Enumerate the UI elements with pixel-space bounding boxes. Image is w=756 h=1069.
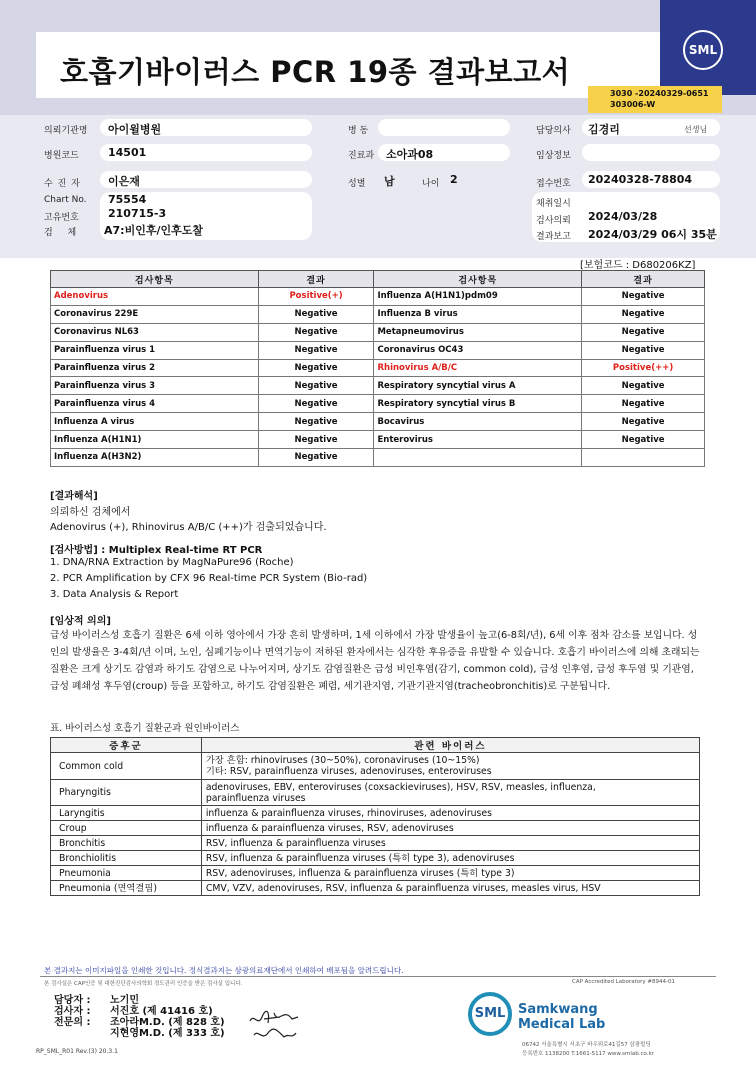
table-row: [51, 836, 700, 851]
department-value: 소아과08: [386, 148, 434, 161]
tester-value: 서진호 (제 41416 호): [110, 1006, 213, 1017]
age-value: 2: [450, 173, 458, 186]
ward-field: [378, 119, 510, 136]
test-result: Negative: [582, 431, 705, 449]
interpretation-line-1: 의뢰하신 검체에서: [50, 507, 131, 518]
header-syndrome: 증후군: [51, 738, 202, 753]
table-row: [51, 341, 705, 359]
virus-line: CMV, VZV, adenoviruses, RSV, influenza & parainfluenza viruses, measles virus, HSV: [201, 881, 699, 896]
certification-note: 본 검사실은 CAP인증 및 대한진단검사의학회 정도관리 인증을 받은 검사실 입니다.: [44, 981, 243, 987]
report-value: 2024/03/29 06시 35분: [588, 228, 717, 241]
test-name: Metapneumovirus: [374, 323, 582, 341]
table-row: [51, 753, 700, 780]
syndrome-name: Pneumonia (면역결핍): [51, 881, 202, 896]
department-label: 진료과: [348, 151, 375, 161]
hospital-code-label: 병원코드: [44, 151, 79, 161]
receipt-value: 20240328-78804: [588, 173, 693, 186]
syndrome-name: Pneumonia: [51, 866, 202, 881]
chart-label: Chart No.: [44, 195, 87, 205]
patient-name-label: 수 진 자: [44, 179, 81, 189]
table-row: [51, 288, 705, 306]
lab-contact: 등록번호 1138200 T.1661-5117 www.smlab.co.kr: [522, 1051, 655, 1057]
doctor-label: 담당의사: [536, 126, 571, 136]
insurance-code: [보험코드 : D680206KZ]: [580, 260, 696, 271]
test-result: Negative: [258, 377, 374, 395]
test-result: Negative: [258, 341, 374, 359]
test-result: [582, 449, 705, 467]
lab-name-line-1: Samkwang: [518, 1002, 598, 1017]
test-name: Respiratory syncytial virus B: [374, 395, 582, 413]
header-viruses: 관련 바이러스: [201, 738, 699, 753]
specialist-value-2: 지현영M.D. (제 333 호): [110, 1028, 225, 1039]
test-name: Influenza B virus: [374, 305, 582, 323]
header-result-1: 결과: [258, 271, 374, 288]
signature-image: [244, 1003, 304, 1043]
sex-label: 성별: [348, 179, 366, 189]
collect-label: 채취일시: [536, 199, 571, 209]
syndrome-name: Croup: [51, 821, 202, 836]
chart-value: 75554: [108, 193, 147, 206]
hospital-label: 의뢰기관명: [44, 126, 88, 136]
virus-line: RSV, adenoviruses, influenza & parainfluenza viruses (특히 type 3): [201, 866, 699, 881]
test-result: Negative: [582, 323, 705, 341]
hospital-value: 아이윌병원: [108, 123, 162, 136]
test-result: Negative: [258, 431, 374, 449]
virus-line: adenoviruses, EBV, enteroviruses (coxsackieviruses), HSV, RSV, measles, influenza,: [205, 781, 596, 793]
virus-line: influenza & parainfluenza viruses, RSV, adenoviruses: [201, 821, 699, 836]
test-name: Coronavirus NL63: [51, 323, 259, 341]
staff-label: 담당자 :: [54, 995, 91, 1006]
table-row: [51, 881, 700, 896]
test-result: Negative: [582, 413, 705, 431]
syndrome-name: Common cold: [51, 753, 202, 780]
test-name: [374, 449, 582, 467]
test-name: Parainfluenza virus 3: [51, 377, 259, 395]
disease-table: [50, 737, 700, 896]
test-result: Negative: [582, 305, 705, 323]
virus-list: [201, 753, 699, 780]
test-result: Negative: [258, 449, 374, 467]
test-name: Influenza A virus: [51, 413, 259, 431]
clinical-info-label: 임상정보: [536, 151, 571, 161]
disease-table-caption: 표. 바이러스성 호흡기 질환군과 원인바이러스: [50, 723, 240, 734]
test-name: Coronavirus OC43: [374, 341, 582, 359]
report-label: 결과보고: [536, 232, 571, 242]
report-title: 호흡기바이러스 PCR 19종 결과보고서: [60, 55, 571, 89]
tester-label: 검사자 :: [54, 1006, 91, 1017]
test-result: Negative: [582, 341, 705, 359]
patient-name-value: 이은재: [108, 175, 140, 188]
test-result: Positive(+): [258, 288, 374, 306]
sml-lab-logo: SML: [468, 992, 512, 1036]
method-line-1: 1. DNA/RNA Extraction by MagNaPure96 (Roche): [50, 557, 294, 568]
request-label: 검사의뢰: [536, 216, 571, 226]
test-result: Negative: [582, 288, 705, 306]
test-result: Negative: [258, 323, 374, 341]
header-test-item-1: 검사항목: [51, 271, 259, 288]
specimen-label: 검 체: [44, 228, 77, 238]
clinical-meaning-title: [임상적 의의]: [50, 616, 111, 627]
table-row: [51, 305, 705, 323]
virus-list: [201, 780, 699, 806]
test-result: Positive(++): [582, 359, 705, 377]
table-row: [51, 395, 705, 413]
clinical-meaning-text: 급성 바이러스성 호흡기 질환은 6세 이하 영아에서 가장 흔히 발생하며, 1세 이하에서 가장 발생율이 높고(6-8회/년), 6세 이후 점차 감소를 보입니다. 성인의 발생율은 3-4회/년 이며, 노인, 심폐기능이나 면역기능이 저하된 환자에서는 심각한 후유증을 유발할 수 있습니다. 호흡기 바이러스에 의해 초래되는 질환은 크게 상기도 감염과 하기도 감염으로 나누어지며, 상기도 감염질환은 급성 비인후염(감기, common cold), 급성 인후염, 급성 후두염 및 기관염, 급성 폐쇄성 후두염(croup) 등을 포함하고, 하기도 감염질환은 폐렴, 세기관지염, 기관기관지염(tracheobronchitis)로 구분됩니다.: [50, 630, 700, 692]
report-code-1: 3030 -20240329-0651: [610, 89, 709, 98]
cap-accreditation: CAP Accredited Laboratory #8944-01: [572, 979, 676, 985]
footer-divider: [40, 976, 716, 977]
test-result: Negative: [258, 305, 374, 323]
virus-line: parainfluenza viruses: [205, 792, 306, 804]
doctor-value: 김경리: [588, 123, 620, 136]
test-result: Negative: [258, 413, 374, 431]
table-row: [51, 323, 705, 341]
staff-value: 노기민: [110, 995, 139, 1006]
test-name: Parainfluenza virus 2: [51, 359, 259, 377]
test-name: Rhinovirus A/B/C: [374, 359, 582, 377]
ward-label: 병 동: [348, 126, 369, 136]
test-name: Influenza A(H3N2): [51, 449, 259, 467]
specimen-value: A7:비인후/인후도찰: [104, 224, 203, 237]
disease-header-row: [51, 738, 700, 753]
table-row: [51, 377, 705, 395]
table-row: [51, 431, 705, 449]
header-result-2: 결과: [582, 271, 705, 288]
table-row: [51, 359, 705, 377]
table-row: [51, 866, 700, 881]
syndrome-name: Laryngitis: [51, 806, 202, 821]
syndrome-name: Bronchiolitis: [51, 851, 202, 866]
method-line-3: 3. Data Analysis & Report: [50, 589, 179, 600]
sex-value: 남: [384, 175, 395, 188]
specialist-value-1: 조아라M.D. (제 828 호): [110, 1017, 225, 1028]
test-result: Negative: [258, 395, 374, 413]
table-row: [51, 806, 700, 821]
test-name: Respiratory syncytial virus A: [374, 377, 582, 395]
test-result: Negative: [258, 359, 374, 377]
test-name: Influenza A(H1N1): [51, 431, 259, 449]
results-header-row: [51, 271, 705, 288]
test-name: Bocavirus: [374, 413, 582, 431]
doctor-title: 선생님: [684, 125, 708, 134]
test-name: Enterovirus: [374, 431, 582, 449]
test-name: Parainfluenza virus 1: [51, 341, 259, 359]
report-code-box: [588, 86, 722, 113]
test-name: Coronavirus 229E: [51, 305, 259, 323]
virus-line: RSV, influenza & parainfluenza viruses (특히 type 3), adenoviruses: [201, 851, 699, 866]
request-value: 2024/03/28: [588, 210, 658, 223]
table-row: [51, 821, 700, 836]
lab-address: 06742 서울특별시 서초구 바우뫼로41길57 삼광빌딩: [522, 1042, 651, 1048]
unique-id-label: 고유번호: [44, 213, 79, 223]
table-row: [51, 413, 705, 431]
sml-logo: SML: [683, 30, 723, 70]
table-row: [51, 780, 700, 806]
syndrome-name: Bronchitis: [51, 836, 202, 851]
unique-id-value: 210715-3: [108, 207, 167, 220]
syndrome-name: Pharyngitis: [51, 780, 202, 806]
clinical-info-field: [582, 144, 720, 161]
lab-name-line-2: Medical Lab: [518, 1017, 606, 1032]
virus-line: influenza & parainfluenza viruses, rhinoviruses, adenoviruses: [201, 806, 699, 821]
table-row: [51, 851, 700, 866]
header-test-item-2: 검사항목: [374, 271, 582, 288]
hospital-code-value: 14501: [108, 146, 147, 159]
test-name: Influenza A(H1N1)pdm09: [374, 288, 582, 306]
specialist-label: 전문의 :: [54, 1017, 91, 1028]
document-code: RP_SML_R01 Rev.(3) 20.3.1: [36, 1048, 118, 1055]
report-code-2: 303006-W: [610, 100, 656, 109]
virus-line: 가장 흔함: rhinoviruses (30~50%), coronaviruses (10~15%): [205, 755, 480, 766]
test-result: Negative: [582, 395, 705, 413]
lab-name: [518, 1002, 605, 1032]
test-name: Adenovirus: [51, 288, 259, 306]
table-row: [51, 449, 705, 467]
test-name: Parainfluenza virus 4: [51, 395, 259, 413]
method-title: [검사방법] : Multiplex Real-time RT PCR: [50, 545, 263, 556]
receipt-label: 접수번호: [536, 179, 571, 189]
interpretation-line-2: Adenovirus (+), Rhinovirus A/B/C (++)가 검출되었습니다.: [50, 522, 327, 533]
virus-line: RSV, influenza & parainfluenza viruses: [201, 836, 699, 851]
method-line-2: 2. PCR Amplification by CFX 96 Real-time PCR System (Bio-rad): [50, 573, 368, 584]
test-result: Negative: [582, 377, 705, 395]
results-table: [50, 270, 705, 467]
footer-notice: 본 결과지는 이미지파일을 인쇄한 것입니다. 정식결과지는 삼광의료재단에서 인쇄하여 배포됨을 알려드립니다.: [44, 966, 404, 975]
virus-line: 기타: RSV, parainfluenza viruses, adenoviruses, enteroviruses: [205, 766, 492, 777]
age-label: 나이: [422, 179, 440, 189]
interpretation-title: [결과해석]: [50, 491, 98, 502]
